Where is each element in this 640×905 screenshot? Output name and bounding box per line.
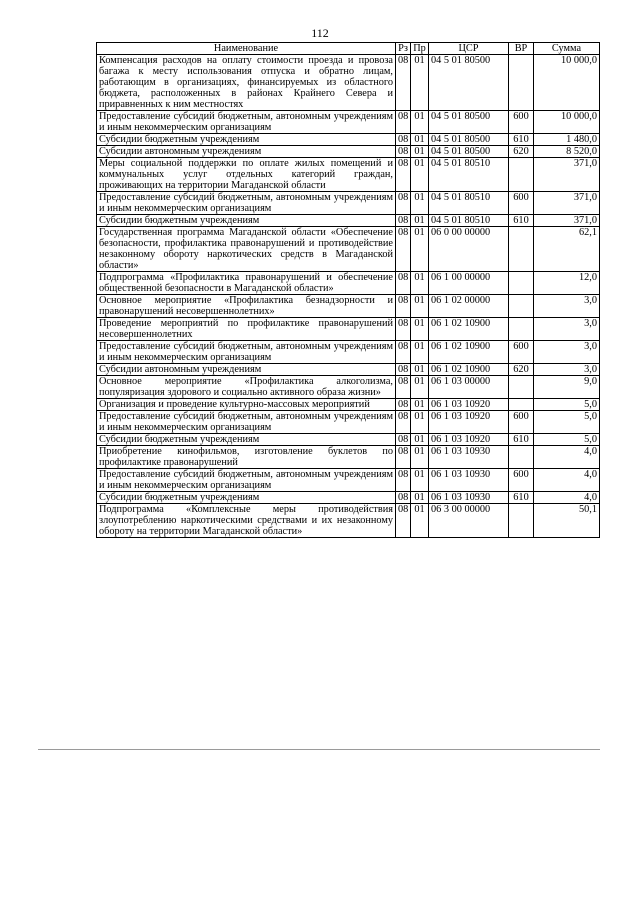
cell-rz: 08	[396, 318, 411, 341]
table-row	[97, 158, 600, 192]
table-row	[97, 318, 600, 341]
cell-rz: 08	[396, 55, 411, 111]
cell-vr: 610	[509, 215, 534, 227]
cell-vr	[509, 376, 534, 399]
cell-name: Государственная программа Магаданской области «Обеспечение безопасности, профилактика правонарушений и противодействие незаконному обороту наркотических средств в Магаданской области»	[97, 227, 396, 272]
cell-name: Субсидии автономным учреждениям	[97, 364, 396, 376]
cell-vr: 610	[509, 434, 534, 446]
table-row	[97, 227, 600, 272]
cell-name: Субсидии бюджетным учреждениям	[97, 134, 396, 146]
cell-csr: 06 1 02 10900	[429, 341, 509, 364]
cell-pr: 01	[411, 111, 429, 134]
cell-csr: 04 5 01 80500	[429, 55, 509, 111]
table-header-row	[97, 43, 600, 55]
cell-vr	[509, 504, 534, 538]
cell-vr	[509, 399, 534, 411]
cell-pr: 01	[411, 215, 429, 227]
cell-csr: 06 1 00 00000	[429, 272, 509, 295]
cell-sum: 4,0	[534, 469, 600, 492]
table-row	[97, 272, 600, 295]
budget-table	[96, 42, 600, 538]
cell-pr: 01	[411, 446, 429, 469]
cell-rz: 08	[396, 146, 411, 158]
cell-rz: 08	[396, 364, 411, 376]
cell-name: Субсидии бюджетным учреждениям	[97, 434, 396, 446]
cell-pr: 01	[411, 504, 429, 538]
cell-vr: 600	[509, 111, 534, 134]
table-row	[97, 504, 600, 538]
cell-sum: 3,0	[534, 341, 600, 364]
cell-vr	[509, 55, 534, 111]
table-row	[97, 376, 600, 399]
table-row	[97, 215, 600, 227]
cell-rz: 08	[396, 341, 411, 364]
cell-sum: 371,0	[534, 192, 600, 215]
cell-sum: 9,0	[534, 376, 600, 399]
cell-rz: 08	[396, 399, 411, 411]
cell-pr: 01	[411, 318, 429, 341]
cell-rz: 08	[396, 411, 411, 434]
cell-name: Проведение мероприятий по профилактике правонарушений несовершеннолетних	[97, 318, 396, 341]
table-row	[97, 134, 600, 146]
cell-pr: 01	[411, 227, 429, 272]
cell-name: Субсидии бюджетным учреждениям	[97, 492, 396, 504]
cell-pr: 01	[411, 399, 429, 411]
table-row	[97, 295, 600, 318]
cell-vr	[509, 446, 534, 469]
cell-sum: 4,0	[534, 446, 600, 469]
table-row	[97, 411, 600, 434]
table-row	[97, 492, 600, 504]
cell-pr: 01	[411, 158, 429, 192]
table-row	[97, 192, 600, 215]
cell-rz: 08	[396, 134, 411, 146]
cell-pr: 01	[411, 272, 429, 295]
table-row	[97, 399, 600, 411]
table-row	[97, 146, 600, 158]
cell-name: Основное мероприятие «Профилактика алкоголизма, популяризация здорового и социально активного образа жизни»	[97, 376, 396, 399]
header-csr: ЦСР	[429, 43, 509, 55]
cell-vr	[509, 318, 534, 341]
footer-divider	[38, 749, 600, 750]
table-row	[97, 111, 600, 134]
cell-name: Субсидии автономным учреждениям	[97, 146, 396, 158]
cell-vr: 610	[509, 134, 534, 146]
page-number: 112	[311, 26, 329, 40]
cell-sum: 5,0	[534, 411, 600, 434]
cell-name: Предоставление субсидий бюджетным, автономным учреждениям и иным некоммерческим организациям	[97, 111, 396, 134]
cell-rz: 08	[396, 446, 411, 469]
cell-sum: 5,0	[534, 434, 600, 446]
cell-sum: 3,0	[534, 295, 600, 318]
cell-pr: 01	[411, 492, 429, 504]
cell-name: Основное мероприятие «Профилактика безнадзорности и правонарушений несовершеннолетних»	[97, 295, 396, 318]
cell-csr: 06 1 03 10930	[429, 492, 509, 504]
cell-csr: 04 5 01 80500	[429, 146, 509, 158]
cell-name: Субсидии бюджетным учреждениям	[97, 215, 396, 227]
cell-sum: 5,0	[534, 399, 600, 411]
cell-rz: 08	[396, 469, 411, 492]
table-row	[97, 341, 600, 364]
cell-sum: 12,0	[534, 272, 600, 295]
cell-vr: 620	[509, 364, 534, 376]
cell-name: Предоставление субсидий бюджетным, автономным учреждениям и иным некоммерческим организациям	[97, 411, 396, 434]
header-name: Наименование	[97, 43, 396, 55]
cell-sum: 50,1	[534, 504, 600, 538]
cell-rz: 08	[396, 376, 411, 399]
cell-sum: 4,0	[534, 492, 600, 504]
cell-csr: 06 1 03 10930	[429, 469, 509, 492]
cell-rz: 08	[396, 492, 411, 504]
cell-name: Предоставление субсидий бюджетным, автономным учреждениям и иным некоммерческим организациям	[97, 469, 396, 492]
cell-name: Приобретение кинофильмов, изготовление буклетов по профилактике правонарушений	[97, 446, 396, 469]
cell-sum: 371,0	[534, 215, 600, 227]
cell-vr	[509, 158, 534, 192]
cell-vr: 600	[509, 469, 534, 492]
cell-csr: 06 0 00 00000	[429, 227, 509, 272]
table-row	[97, 55, 600, 111]
cell-sum: 3,0	[534, 364, 600, 376]
cell-sum: 62,1	[534, 227, 600, 272]
cell-rz: 08	[396, 295, 411, 318]
cell-pr: 01	[411, 55, 429, 111]
cell-rz: 08	[396, 111, 411, 134]
cell-csr: 04 5 01 80510	[429, 215, 509, 227]
cell-vr: 620	[509, 146, 534, 158]
cell-csr: 06 1 02 10900	[429, 318, 509, 341]
cell-name: Предоставление субсидий бюджетным, автономным учреждениям и иным некоммерческим организациям	[97, 341, 396, 364]
table-row	[97, 469, 600, 492]
table-body	[97, 55, 600, 538]
cell-csr: 06 1 03 10920	[429, 434, 509, 446]
cell-sum: 3,0	[534, 318, 600, 341]
table-row	[97, 446, 600, 469]
header-pr: Пр	[411, 43, 429, 55]
cell-sum: 10 000,0	[534, 111, 600, 134]
cell-rz: 08	[396, 434, 411, 446]
cell-name: Меры социальной поддержки по оплате жилых помещений и коммунальных услуг отдельных категорий граждан, проживающих на территории Магаданской области	[97, 158, 396, 192]
cell-name: Подпрограмма «Профилактика правонарушений и обеспечение общественной безопасности в Магаданской области»	[97, 272, 396, 295]
cell-csr: 06 1 03 10930	[429, 446, 509, 469]
cell-pr: 01	[411, 469, 429, 492]
cell-csr: 04 5 01 80510	[429, 192, 509, 215]
cell-csr: 06 3 00 00000	[429, 504, 509, 538]
cell-rz: 08	[396, 504, 411, 538]
cell-rz: 08	[396, 272, 411, 295]
cell-pr: 01	[411, 411, 429, 434]
cell-csr: 06 1 03 10920	[429, 399, 509, 411]
cell-pr: 01	[411, 376, 429, 399]
cell-csr: 06 1 03 00000	[429, 376, 509, 399]
cell-rz: 08	[396, 158, 411, 192]
table-row	[97, 364, 600, 376]
cell-vr	[509, 227, 534, 272]
cell-name: Подпрограмма «Комплексные меры противодействия злоупотреблению наркотическими средствами и их незаконному обороту на территории Магаданской области»	[97, 504, 396, 538]
cell-pr: 01	[411, 192, 429, 215]
cell-csr: 06 1 02 10900	[429, 364, 509, 376]
cell-vr	[509, 295, 534, 318]
cell-rz: 08	[396, 192, 411, 215]
cell-csr: 06 1 03 10920	[429, 411, 509, 434]
cell-vr: 600	[509, 192, 534, 215]
cell-vr	[509, 272, 534, 295]
cell-name: Компенсация расходов на оплату стоимости проезда и провоза багажа к месту использования отпуска и обратно лицам, работающим в организациях, финансируемых из областного бюджета, расположенных в районах Крайнего Севера и приравненных к ним местностях	[97, 55, 396, 111]
cell-pr: 01	[411, 341, 429, 364]
table-row	[97, 434, 600, 446]
header-vr: ВР	[509, 43, 534, 55]
cell-vr: 600	[509, 341, 534, 364]
cell-pr: 01	[411, 434, 429, 446]
cell-pr: 01	[411, 295, 429, 318]
cell-pr: 01	[411, 146, 429, 158]
header-sum: Сумма	[534, 43, 600, 55]
cell-pr: 01	[411, 134, 429, 146]
cell-pr: 01	[411, 364, 429, 376]
cell-sum: 10 000,0	[534, 55, 600, 111]
header-rz: Рз	[396, 43, 411, 55]
cell-name: Организация и проведение культурно-массовых мероприятий	[97, 399, 396, 411]
cell-csr: 04 5 01 80500	[429, 111, 509, 134]
cell-sum: 1 480,0	[534, 134, 600, 146]
cell-rz: 08	[396, 227, 411, 272]
cell-sum: 8 520,0	[534, 146, 600, 158]
cell-name: Предоставление субсидий бюджетным, автономным учреждениям и иным некоммерческим организациям	[97, 192, 396, 215]
cell-csr: 04 5 01 80500	[429, 134, 509, 146]
cell-sum: 371,0	[534, 158, 600, 192]
cell-vr: 610	[509, 492, 534, 504]
cell-vr: 600	[509, 411, 534, 434]
cell-rz: 08	[396, 215, 411, 227]
cell-csr: 06 1 02 00000	[429, 295, 509, 318]
cell-csr: 04 5 01 80510	[429, 158, 509, 192]
